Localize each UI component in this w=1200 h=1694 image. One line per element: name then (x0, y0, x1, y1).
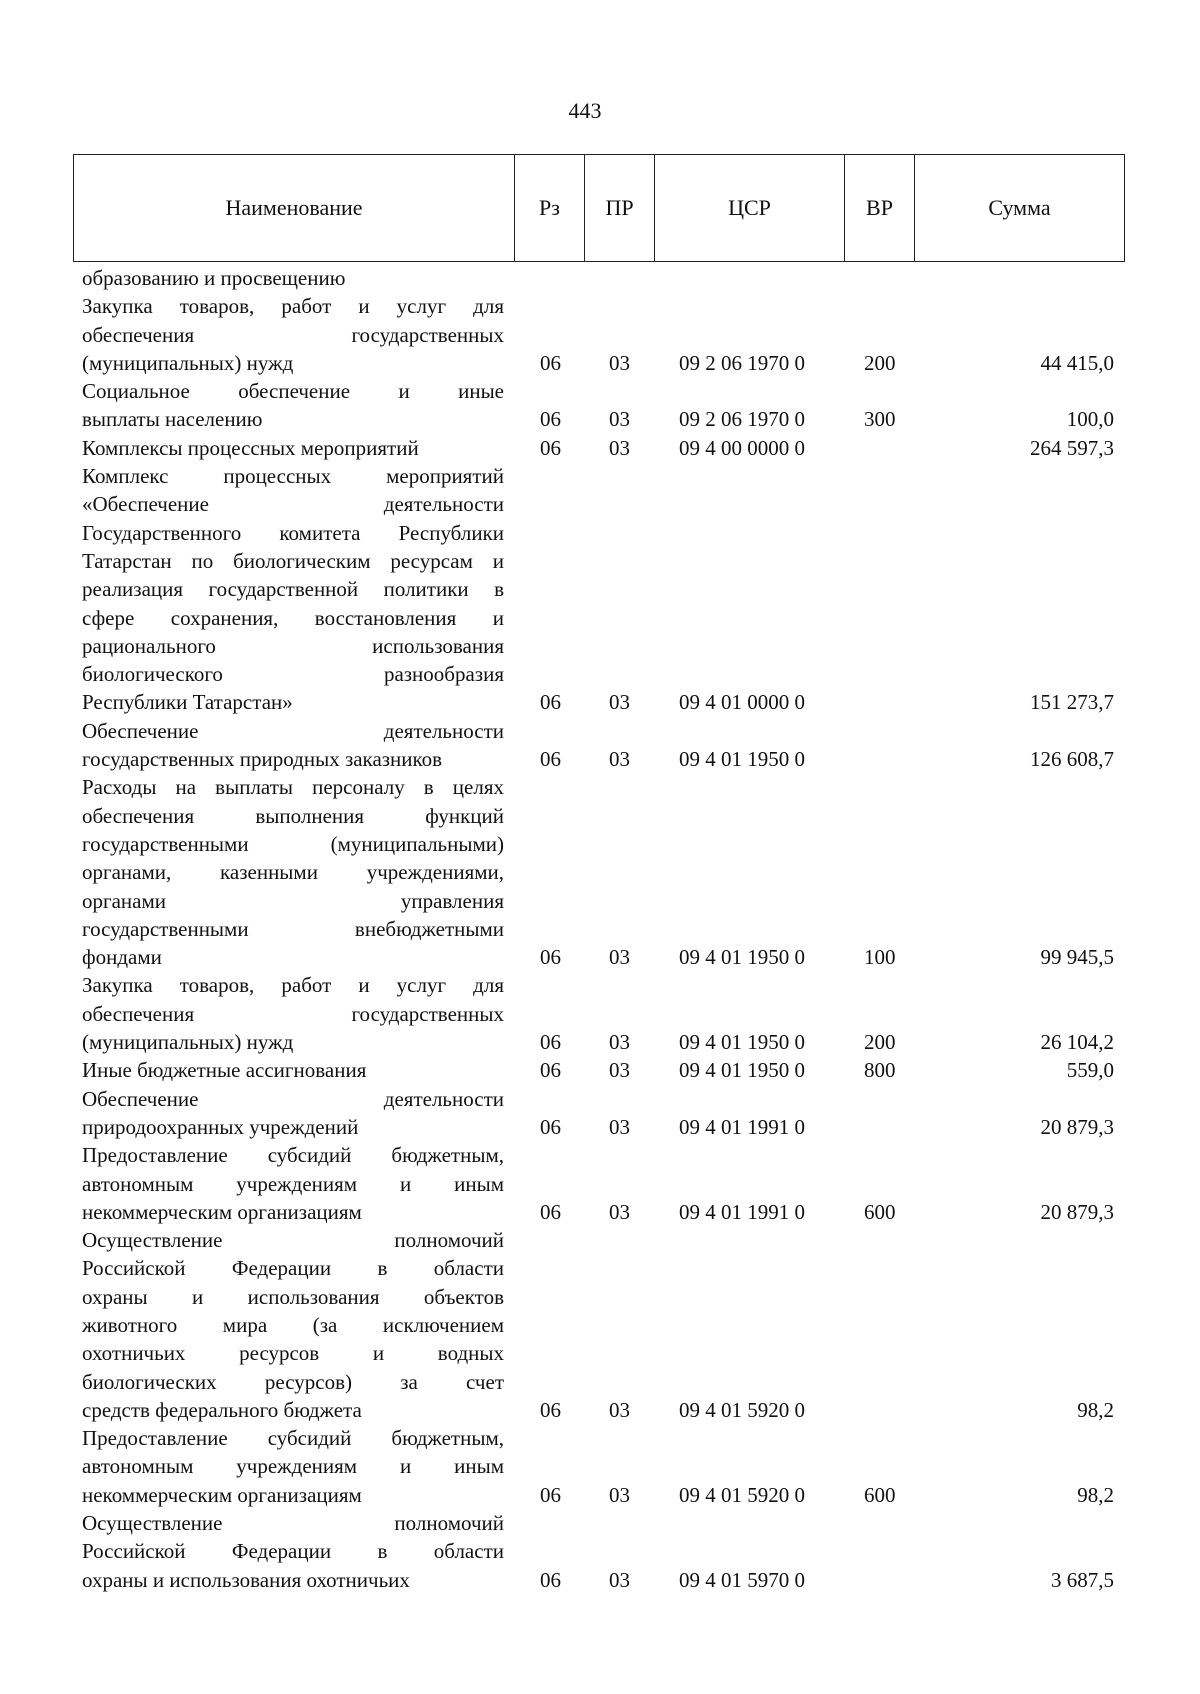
row-name-line: (муниципальных) нужд (82, 350, 294, 375)
row-name-line: фондами (82, 945, 162, 970)
row-name-line: некоммерческим организациям (82, 1199, 362, 1224)
row-rz: 06 (540, 1199, 561, 1224)
table-row (0, 377, 1200, 434)
row-vr: 200 (864, 350, 896, 375)
table-row (0, 264, 1200, 292)
row-name-line: Российской Федерации в области (82, 1539, 504, 1564)
row-pr: 03 (609, 435, 630, 460)
row-name-line: Социальное обеспечение и иные (82, 379, 504, 404)
row-rz: 06 (540, 1114, 561, 1139)
row-rz: 06 (540, 435, 561, 460)
row-name-line: Расходы на выплаты персоналу в целях (82, 775, 504, 800)
row-name (82, 264, 504, 292)
table-row (0, 1226, 1200, 1424)
header-csr: ЦСР (655, 155, 845, 261)
table-row (0, 1085, 1200, 1142)
row-rz: 06 (540, 1482, 561, 1507)
table-row (0, 773, 1200, 971)
row-name-line: некоммерческим организациям (82, 1482, 362, 1507)
row-sum: 44 415,0 (1040, 350, 1114, 375)
row-sum: 20 879,3 (1040, 1199, 1114, 1224)
row-pr: 03 (609, 1058, 630, 1083)
row-name (82, 292, 504, 377)
row-pr: 03 (609, 747, 630, 772)
row-rz: 06 (540, 350, 561, 375)
row-sum: 559,0 (1066, 1058, 1114, 1083)
row-name-line: рационального использования (82, 633, 504, 658)
row-name-line: сфере сохранения, восстановления и (82, 605, 504, 630)
row-name-line: Комплексы процессных мероприятий (82, 435, 419, 460)
row-csr: 09 4 01 1950 0 (679, 747, 805, 772)
row-csr: 09 4 01 1950 0 (679, 1058, 805, 1083)
row-rz: 06 (540, 1058, 561, 1083)
row-vr: 600 (864, 1199, 896, 1224)
page-number: 443 (568, 98, 602, 123)
row-csr: 09 4 01 1950 0 (679, 1030, 805, 1055)
table-row (0, 1509, 1200, 1594)
row-name-line: Иные бюджетные ассигнования (82, 1058, 367, 1083)
row-pr: 03 (609, 1482, 630, 1507)
row-sum: 26 104,2 (1040, 1030, 1114, 1055)
row-name (82, 1056, 504, 1084)
row-name-line: государственными внебюджетными (82, 916, 504, 941)
row-name-line: реализация государственной политики в (82, 577, 504, 602)
row-name-line: Обеспечение деятельности (82, 718, 504, 743)
row-name-line: обеспечения государственных (82, 1001, 504, 1026)
table-row (0, 971, 1200, 1056)
row-sum: 126 608,7 (1030, 747, 1114, 772)
row-sum: 20 879,3 (1040, 1114, 1114, 1139)
row-name-line: Республики Татарстан» (82, 690, 293, 715)
row-rz: 06 (540, 1567, 561, 1592)
row-name-line: охраны и использования объектов (82, 1284, 504, 1309)
row-name (82, 773, 504, 971)
row-name-line: природоохранных учреждений (82, 1114, 359, 1139)
table-row (0, 1424, 1200, 1509)
row-csr: 09 4 01 5970 0 (679, 1567, 805, 1592)
row-name (82, 1085, 504, 1142)
row-name-line: автономным учреждениям и иным (82, 1454, 504, 1479)
row-pr: 03 (609, 945, 630, 970)
row-name-line: государственных природных заказников (82, 747, 443, 772)
row-name-line: образованию и просвещению (82, 266, 346, 290)
row-name (82, 462, 504, 717)
header-rz: Рз (515, 155, 585, 261)
row-pr: 03 (609, 407, 630, 432)
row-sum: 100,0 (1066, 407, 1114, 432)
row-pr: 03 (609, 1030, 630, 1055)
row-name-line: Комплекс процессных мероприятий (82, 464, 504, 489)
row-csr: 09 4 01 1950 0 (679, 945, 805, 970)
table-row (0, 1056, 1200, 1084)
row-name-line: выплаты населению (82, 407, 263, 432)
row-name (82, 1509, 504, 1594)
header-pr: ПР (585, 155, 655, 261)
row-name (82, 971, 504, 1056)
row-sum: 99 945,5 (1040, 945, 1114, 970)
header-sum: Сумма (988, 195, 1051, 220)
table-row (0, 717, 1200, 774)
row-csr: 09 2 06 1970 0 (679, 350, 805, 375)
row-name-line: Осуществление полномочий (82, 1511, 504, 1536)
row-name-line: органами, казенными учреждениями, (82, 860, 504, 885)
row-pr: 03 (609, 350, 630, 375)
row-vr: 800 (864, 1058, 896, 1083)
table-header (73, 154, 1125, 262)
row-sum: 98,2 (1077, 1482, 1114, 1507)
row-sum: 3 687,5 (1051, 1567, 1114, 1592)
row-vr: 600 (864, 1482, 896, 1507)
row-name-line: государственными (муниципальными) (82, 831, 504, 856)
row-name-line: обеспечения государственных (82, 322, 504, 347)
row-name (82, 1141, 504, 1226)
row-name-line: Обеспечение деятельности (82, 1086, 504, 1111)
row-name-line: органами управления (82, 888, 504, 913)
row-pr: 03 (609, 690, 630, 715)
row-name-line: Закупка товаров, работ и услуг для (82, 973, 504, 998)
row-vr: 200 (864, 1030, 896, 1055)
table-body (0, 264, 1200, 1594)
row-name-line: Осуществление полномочий (82, 1228, 504, 1253)
row-name-line: охотничьих ресурсов и водных (82, 1341, 504, 1366)
row-rz: 06 (540, 945, 561, 970)
row-rz: 06 (540, 690, 561, 715)
row-name (82, 1424, 504, 1509)
row-name-line: Татарстан по биологическим ресурсам и (82, 548, 504, 573)
row-rz: 06 (540, 747, 561, 772)
row-name-line: Российской Федерации в области (82, 1256, 504, 1281)
row-rz: 06 (540, 1030, 561, 1055)
row-name-line: Предоставление субсидий бюджетным, (82, 1426, 504, 1451)
row-name-line: охраны и использования охотничьих (82, 1567, 410, 1592)
header-name: Наименование (74, 155, 515, 261)
row-pr: 03 (609, 1114, 630, 1139)
table-row (0, 1141, 1200, 1226)
table-row (0, 292, 1200, 377)
row-csr: 09 2 06 1970 0 (679, 407, 805, 432)
row-vr: 300 (864, 407, 896, 432)
row-sum: 98,2 (1077, 1397, 1114, 1422)
row-name-line: «Обеспечение деятельности (82, 492, 504, 517)
header-vr: ВР (845, 155, 915, 261)
row-name-line: Закупка товаров, работ и услуг для (82, 294, 504, 319)
row-rz: 06 (540, 407, 561, 432)
row-csr: 09 4 01 5920 0 (679, 1482, 805, 1507)
row-csr: 09 4 00 0000 0 (679, 435, 805, 460)
row-name (82, 717, 504, 774)
row-csr: 09 4 01 5920 0 (679, 1397, 805, 1422)
table-row (0, 462, 1200, 717)
row-name-line: биологического разнообразия (82, 662, 504, 687)
table-row (0, 434, 1200, 462)
row-name (82, 434, 504, 462)
row-name-line: биологических ресурсов) за счет (82, 1369, 504, 1394)
row-rz: 06 (540, 1397, 561, 1422)
row-name-line: средств федерального бюджета (82, 1397, 362, 1422)
row-name-line: автономным учреждениям и иным (82, 1171, 504, 1196)
row-pr: 03 (609, 1199, 630, 1224)
row-name-line: (муниципальных) нужд (82, 1030, 294, 1055)
row-sum: 264 597,3 (1030, 435, 1114, 460)
row-csr: 09 4 01 0000 0 (679, 690, 805, 715)
row-sum: 151 273,7 (1030, 690, 1114, 715)
row-pr: 03 (609, 1567, 630, 1592)
row-name-line: Государственного комитета Республики (82, 520, 504, 545)
row-csr: 09 4 01 1991 0 (679, 1199, 805, 1224)
row-name-line: обеспечения выполнения функций (82, 803, 504, 828)
row-name (82, 1226, 504, 1424)
row-vr: 100 (864, 945, 896, 970)
row-name-line: Предоставление субсидий бюджетным, (82, 1143, 504, 1168)
row-name-line: животного мира (за исключением (82, 1312, 504, 1337)
row-name (82, 377, 504, 434)
row-pr: 03 (609, 1397, 630, 1422)
row-csr: 09 4 01 1991 0 (679, 1114, 805, 1139)
